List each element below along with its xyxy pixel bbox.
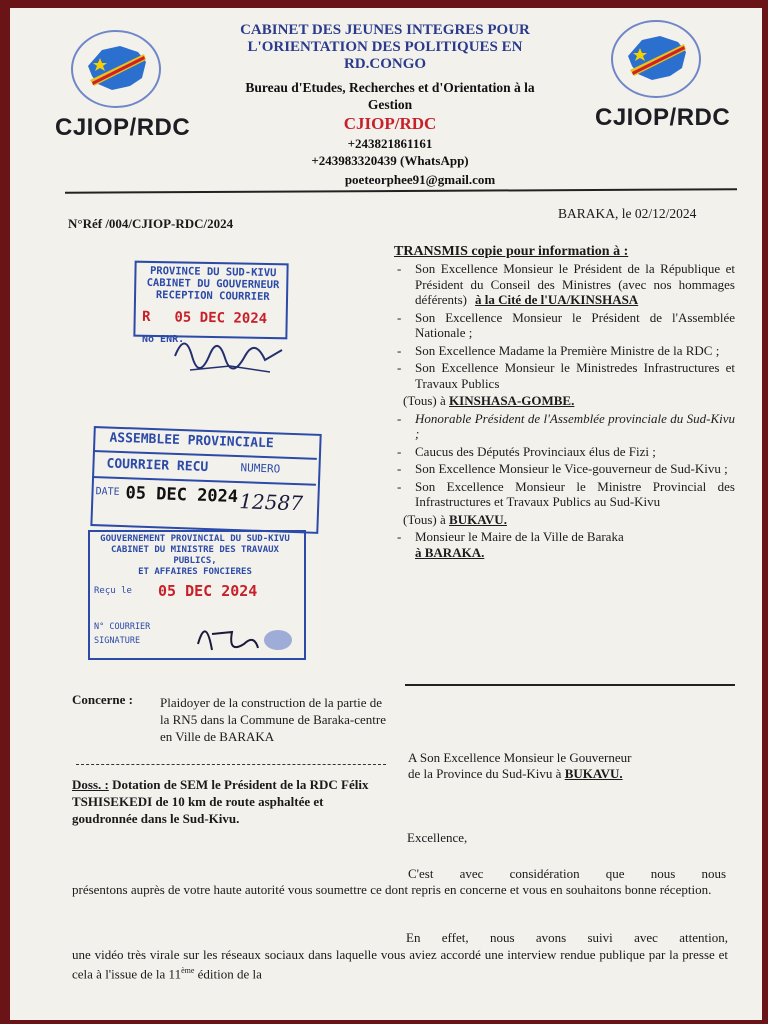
list-item: (Tous) à BUKAVU. <box>403 511 507 527</box>
list-item: (Tous) à KINSHASA-GOMBE. <box>403 393 575 408</box>
paragraph-2-rest: une vidéo très virale sur les réseaux sociaux dans laquelle vous aviez accordé une interview rendue publique par la presse et cela à l'issue de la 11ème édition de la <box>72 947 728 982</box>
list-item: - Monsieur le Maire de la Ville de Baraka à BARAKA. <box>395 529 735 560</box>
phone-2: +243983320439 (WhatsApp) <box>311 153 469 168</box>
list-item: - Son Excellence Monsieur le Président de l'Assemblée Nationale ; <box>395 310 735 341</box>
list-item: - Son Excellence Monsieur le Ministre Provincial des Infrastructures et Travaux Publics au Sud-Kivu <box>395 479 735 510</box>
concerne-label: Concerne : <box>72 692 134 707</box>
list-item: - Son Excellence Monsieur le Vice-gouverneur de Sud-Kivu ; <box>395 461 735 477</box>
list-item: - Caucus des Députés Provinciaux élus de Fizi ; <box>395 444 735 460</box>
org-name-line1: CABINET DES JEUNES INTEGRES POUR <box>240 22 530 38</box>
email: poeteorphee91@gmail.com <box>344 172 496 187</box>
header-divider <box>65 188 737 194</box>
doss-block: Doss. : Dotation de SEM le Président de la RDC Félix TSHISEKEDI de 10 km de route asphaltée et goudronnée dans le Sud-Kivu. <box>72 777 369 826</box>
transmis-heading: TRANSMIS copie pour information à : <box>394 244 629 259</box>
place-date: BARAKA, le 02/12/2024 <box>558 206 697 221</box>
phone-1: +243821861161 <box>347 136 433 151</box>
list-item: - Son Excellence Monsieur le Ministredes Infrastructures et Travaux Publics <box>395 360 735 391</box>
org-name-line3: RD.CONGO <box>343 56 427 72</box>
letter-page <box>10 8 762 1020</box>
signature-scribble <box>188 614 298 658</box>
logo-caption-right: CJIOP/RDC <box>595 104 731 131</box>
paragraph-2-start: En effet, nous avons suivi avec attention, <box>406 930 728 945</box>
concerne-text: Plaidoyer de la construction de la partie de la RN5 dans la Commune de Baraka-centre en Ville de BARAKA <box>160 695 386 744</box>
recipients-divider <box>405 684 735 686</box>
concerne-divider <box>76 764 386 765</box>
addressee-line1: A Son Excellence Monsieur le Gouverneur <box>408 750 632 765</box>
paragraph-1-start: C'est avec considération que nous nous <box>408 866 726 881</box>
drc-map-logo-right <box>608 18 704 100</box>
reference-number: N°Réf /004/CJIOP-RDC/2024 <box>68 216 234 231</box>
stamp-ministere-travaux-publics: GOUVERNEMENT PROVINCIAL DU SUD-KIVU CABINET DU MINISTRE DES TRAVAUX PUBLICS, ET AFFAIRES FONCIERES Reçu le 05 DEC 2024 N° COURRIER SIGNATURE <box>88 530 308 660</box>
acronym-red: CJIOP/RDC <box>343 114 437 133</box>
stamp-assemblee-provinciale: ASSEMBLEE PROVINCIALE COURRIER RECU NUMERO DATE 05 DEC 2024 12587 <box>90 426 323 536</box>
addressee-line2: de la Province du Sud-Kivu à BUKAVU. <box>408 766 623 781</box>
org-name-line2: L'ORIENTATION DES POLITIQUES EN <box>247 39 523 55</box>
list-item: - Honorable Président de l'Assemblée provinciale du Sud-Kivu ; <box>395 411 735 442</box>
salutation: Excellence, <box>407 830 468 845</box>
stamp-governor-reception: PROVINCE DU SUD-KIVU CABINET DU GOUVERNEUR RECEPTION COURRIER R 05 DEC 2024 No ENR. <box>130 260 290 378</box>
paragraph-1-rest: présentons auprès de votre haute autorité vous soumettre ce dont repris en concerne et vous en souhaitons bonne réception. <box>72 882 712 897</box>
bureau-line1: Bureau d'Etudes, Recherches et d'Orientation à la <box>245 80 535 95</box>
list-item: - Son Excellence Monsieur le Président de la République et Président du Conseil des Ministres (avec nos hommages déférents) à la Cité de l'UA/KINSHASA <box>395 261 735 308</box>
logo-caption-left: CJIOP/RDC <box>55 114 191 141</box>
recipients-list <box>395 261 735 562</box>
list-item: - Son Excellence Madame la Première Ministre de la RDC ; <box>395 343 735 359</box>
signature-scribble <box>170 326 290 376</box>
drc-map-logo-left <box>68 28 164 110</box>
bureau-line2: Gestion <box>367 97 413 112</box>
